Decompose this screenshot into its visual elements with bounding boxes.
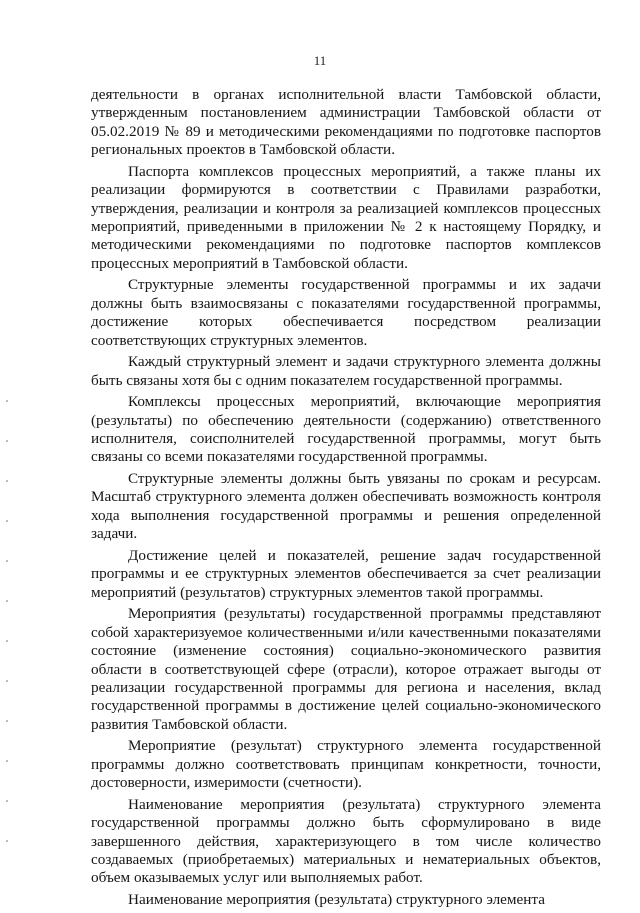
paragraph: Наименование мероприятия (результата) структурного элемента (128, 890, 545, 908)
paragraph: деятельности в органах исполнительной власти Тамбовской области, утвержденным постановлением администрации Тамбовской области от 05.02.2019 № 89 и методическими рекомендациями по подготовке паспортов региональных проектов в Тамбовской области. (91, 86, 601, 159)
paragraph: Комплексы процессных мероприятий, включающие мероприятия (результаты) по обеспечению деятельности (содержанию) ответственного исполнителя, соисполнителей государственной программы, могут быть связаны со всеми показателями государственной программы. (91, 393, 601, 466)
paragraph: Наименование мероприятия (результата) структурного элемента государственной программы должно быть сформулировано в виде завершенного действия, характеризующего в том числе количество создаваемых (приобретаемых) материальных и нематериальных объектов, объем оказываемых услуг или выполняемых работ. (91, 795, 601, 887)
paragraph: Каждый структурный элемент и задачи структурного элемента должны быть связаны хотя бы с одним показателем государственной программы. (91, 353, 601, 389)
paragraph: Достижение целей и показателей, решение задач государственной программы и ее структурных элементов обеспечивается за счет реализации мероприятий (результатов) структурных элементов такой программы. (91, 546, 601, 601)
paragraph: Паспорта комплексов процессных мероприятий, а также планы их реализации формируются в соответствии с Правилами разработки, утверждения, реализации и контроля за реализацией комплексов процессных мероприятий, приведенными в приложении № 2 к настоящему Порядку, и методическими рекомендациями по подготовке паспортов комплексов процессных мероприятий в Тамбовской области. (91, 162, 601, 272)
paragraph: Структурные элементы государственной программы и их задачи должны быть взаимосвязаны с показателями государственной программы, достижение которых обеспечивается посредством реализации соответствующих структурных элементов. (91, 276, 601, 349)
page-number: 11 (313, 53, 327, 68)
paragraph: Мероприятие (результат) структурного элемента государственной программы должно соответствовать принципам конкретности, точности, достоверности, измеримости (счетности). (91, 737, 601, 792)
scan-margin-marks (6, 400, 9, 880)
paragraph: Структурные элементы должны быть увязаны по срокам и ресурсам. Масштаб структурного элемента должен обеспечивать возможность контроля хода выполнения государственной программы и решения определенной задачи. (91, 470, 601, 543)
document-body (91, 86, 601, 913)
paragraph: Мероприятия (результаты) государственной программы представляют собой характеризуемое количественными и/или качественными показателями состояние (изменение состояния) социально-экономического развития области в соответствующей сфере (отрасли), которое отражает выгоды от реализации государственной программы для региона и населения, вклад государственной программы в достижение целей социально-экономического развития Тамбовской области. (91, 605, 601, 733)
